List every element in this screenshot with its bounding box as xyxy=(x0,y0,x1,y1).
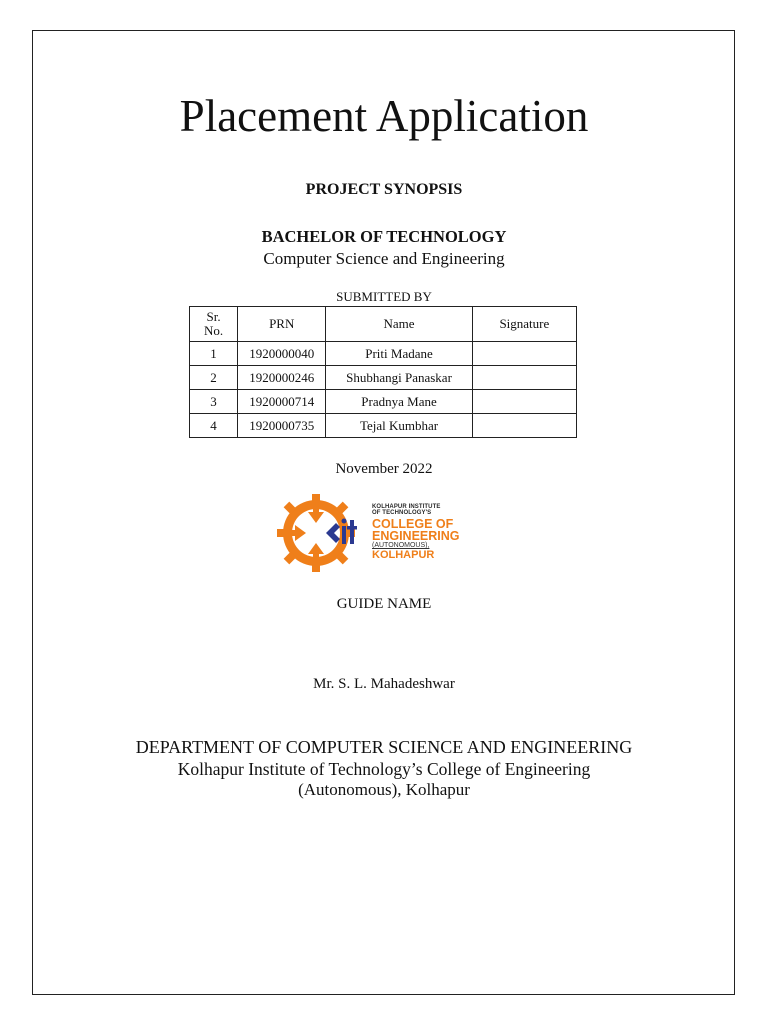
cell-prn: 1920000714 xyxy=(238,390,326,414)
cell-sr: 4 xyxy=(190,414,238,438)
cell-sr: 1 xyxy=(190,342,238,366)
table-row xyxy=(190,390,577,414)
students-table xyxy=(189,306,577,438)
college-logo-text: KOLHAPUR INSTITUTE OF TECHNOLOGY'S COLLEGE OF ENGINEERING (AUTONOMOUS), KOLHAPUR xyxy=(372,504,460,561)
guide-label: GUIDE NAME xyxy=(336,596,432,612)
department-name: DEPARTMENT OF COMPUTER SCIENCE AND ENGINEERING xyxy=(135,737,633,757)
college-emblem-icon xyxy=(268,490,368,576)
guide-name: Mr. S. L. Mahadeshwar xyxy=(313,676,455,692)
header-prn: PRN xyxy=(238,307,326,342)
cell-signature xyxy=(472,390,576,414)
cell-prn: 1920000040 xyxy=(238,342,326,366)
header-signature: Signature xyxy=(472,307,576,342)
submission-date: November 2022 xyxy=(335,461,433,477)
header-sr-no: Sr. No. xyxy=(190,307,238,342)
submitted-by-label: SUBMITTED BY xyxy=(336,289,432,304)
cell-sr: 2 xyxy=(190,366,238,390)
degree-label: BACHELOR OF TECHNOLOGY xyxy=(261,227,507,246)
institute-name: Kolhapur Institute of Technology’s College of Engineering xyxy=(177,759,591,779)
branch-label: Computer Science and Engineering xyxy=(263,249,505,268)
cell-name: Shubhangi Panaskar xyxy=(326,366,472,390)
cell-prn: 1920000735 xyxy=(238,414,326,438)
cell-name: Priti Madane xyxy=(326,342,472,366)
cell-prn: 1920000246 xyxy=(238,366,326,390)
cell-name: Tejal Kumbhar xyxy=(326,414,472,438)
document-title: Placement Application xyxy=(179,91,589,141)
college-logo xyxy=(268,490,464,576)
header-name: Name xyxy=(326,307,472,342)
cell-signature xyxy=(472,366,576,390)
cell-sr: 3 xyxy=(190,390,238,414)
cell-signature xyxy=(472,342,576,366)
table-row xyxy=(190,414,577,438)
cell-name: Pradnya Mane xyxy=(326,390,472,414)
table-header-row xyxy=(190,307,577,342)
institute-location: (Autonomous), Kolhapur xyxy=(298,780,470,799)
cell-signature xyxy=(472,414,576,438)
document-subtitle: PROJECT SYNOPSIS xyxy=(305,181,463,198)
table-row xyxy=(190,366,577,390)
table-row xyxy=(190,342,577,366)
